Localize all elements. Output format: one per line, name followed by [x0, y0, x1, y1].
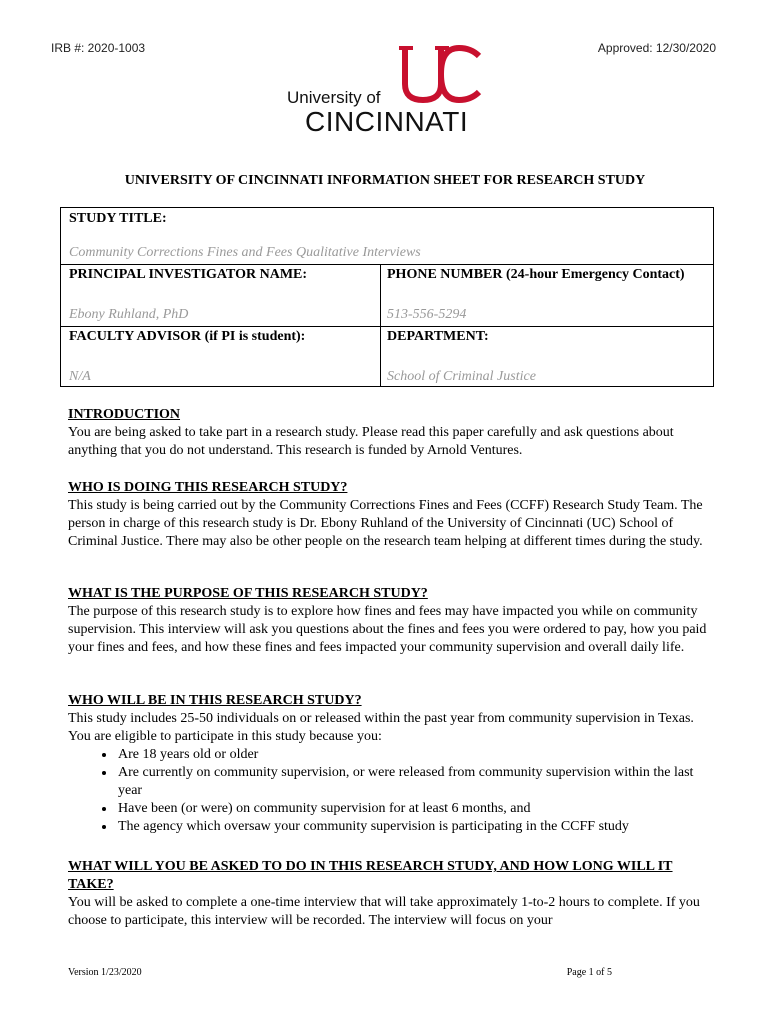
table-divider [61, 264, 713, 265]
section-heading: WHAT IS THE PURPOSE OF THIS RESEARCH STUDY? [68, 586, 428, 601]
pi-label: PRINCIPAL INVESTIGATOR NAME: [69, 267, 308, 282]
pi-value: Ebony Ruhland, PhD [69, 307, 189, 322]
section-purpose [68, 585, 708, 657]
section-who-in-study [68, 692, 708, 836]
list-item: • The agency which oversaw your community supervision is participating in the CCFF study [116, 818, 708, 836]
study-info-table [60, 207, 714, 387]
logo-text-cincinnati: CINCINNATI [305, 106, 469, 137]
section-heading: WHO WILL BE IN THIS RESEARCH STUDY? [68, 693, 362, 708]
section-who-doing [68, 479, 708, 551]
section-text: The purpose of this research study is to explore how fines and fees may have impacted you while on community supervision. This interview will ask you questions about the fines and fees you were ordered to pay, how you paid your fines and fees, and how these fines and fees impacted your community supervision and overall daily life. [68, 604, 707, 655]
uc-monogram-icon [397, 44, 485, 106]
section-text: This study is being carried out by the Community Corrections Fines and Fees (CCFF) Research Study Team. The person in charge of this research study is Dr. Ebony Ruhland of the University of Cincinnati (UC) School of Criminal Justice. There may also be other people on the research team helping at different times during the study. [68, 498, 703, 549]
department-value: School of Criminal Justice [387, 369, 536, 384]
study-title-value: Community Corrections Fines and Fees Qualitative Interviews [69, 245, 421, 260]
logo-text-university: University of [287, 88, 381, 107]
irb-number: IRB #: 2020-1003 [51, 41, 146, 55]
phone-label: PHONE NUMBER (24-hour Emergency Contact) [387, 267, 685, 282]
section-heading: WHAT WILL YOU BE ASKED TO DO IN THIS RESEARCH STUDY, AND HOW LONG WILL IT TAKE? [68, 859, 673, 892]
advisor-label: FACULTY ADVISOR (if PI is student): [69, 329, 306, 344]
version-footer: Version 1/23/2020 [68, 967, 142, 978]
table-column-divider [380, 264, 381, 387]
advisor-value: N/A [69, 369, 91, 384]
list-item: • Are currently on community supervision, or were released from community supervision within the last year [116, 764, 708, 800]
section-text: You will be asked to complete a one-time interview that will take approximately 1-to-2 hours to complete. If you choose to participate, this interview will be recorded. The interview will focus on your [68, 895, 700, 928]
document-title: UNIVERSITY OF CINCINNATI INFORMATION SHEET FOR RESEARCH STUDY [124, 173, 646, 188]
section-text: You are being asked to take part in a research study. Please read this paper carefully and ask questions about anything that you do not understand. This research is funded by Arnold Ventures. [68, 425, 674, 458]
section-what-asked [68, 858, 708, 930]
department-label: DEPARTMENT: [387, 329, 489, 344]
section-text: This study includes 25-50 individuals on or released within the past year from community supervision in Texas. You are eligible to participate in this study because you: [68, 711, 694, 744]
list-item: • Have been (or were) on community supervision for at least 6 months, and [116, 800, 708, 818]
section-introduction [68, 406, 708, 460]
list-item: • Are 18 years old or older [116, 746, 708, 764]
study-title-label: STUDY TITLE: [69, 211, 167, 226]
eligibility-list [68, 746, 708, 836]
approval-date: Approved: 12/30/2020 [597, 41, 716, 55]
page-number: Page 1 of 5 [566, 967, 612, 978]
phone-value: 513-556-5294 [387, 307, 467, 322]
table-divider [61, 326, 713, 327]
section-heading: INTRODUCTION [68, 407, 181, 422]
section-heading: WHO IS DOING THIS RESEARCH STUDY? [68, 480, 348, 495]
